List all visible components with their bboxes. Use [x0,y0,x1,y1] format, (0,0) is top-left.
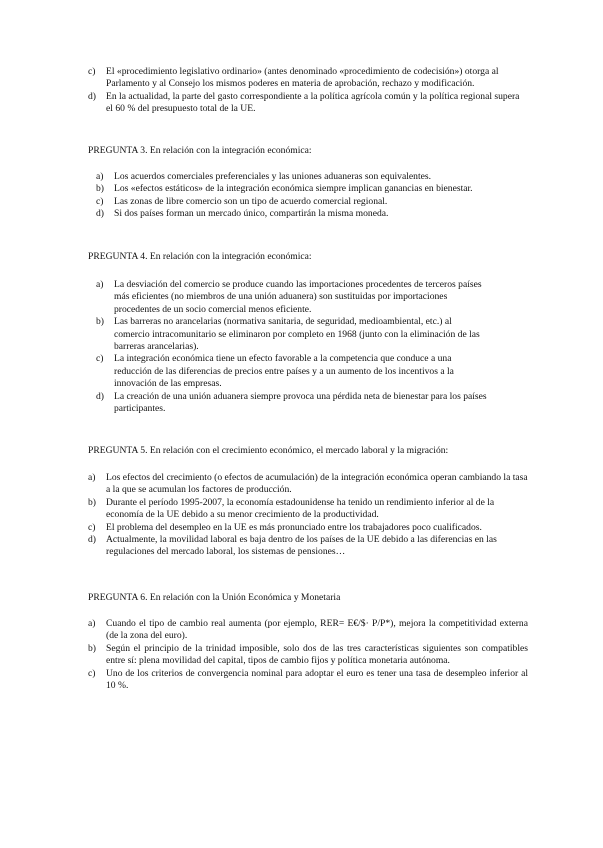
question-5-title: PREGUNTA 5. En relación con el crecimiento económico, el mercado laboral y la migración: [88,445,449,456]
option-text: La integración económica tiene un efecto favorable a la competencia que conduce a una reducción de las diferencias de precios entre países y a un aumento de los incentivos a la innovación de las empresas. [114,353,454,390]
option-a [0,618,528,643]
option-text: En la actualidad, la parte del gasto correspondiente a la política agrícola común y la política regional supera el 60 % del presupuesto total de la UE. [106,90,520,115]
option-text: La desviación del comercio se produce cuando las importaciones procedentes de terceros países más eficientes (no miembros de una unión aduanera) son sustituidas por importaciones procedentes de un socio comercial menos eficiente. [114,279,482,315]
option-label: d) [88,534,96,546]
option-c [0,522,528,534]
option-text: Las barreras no arancelarias (normativa sanitaria, de seguridad, medioambiental, etc.) al comercio intracomunitario se eliminaron por completo en 1968 (junto con la eliminación de las barreras arancelarias). [114,316,480,353]
option-label: c) [88,66,96,77]
option-text: Los acuerdos comerciales preferenciales y las uniones aduaneras son equivalentes. [114,171,431,182]
intro-options [0,66,603,116]
option-text: Cuando el tipo de cambio real aumenta (por ejemplo, RER= E€/$· P/P*), mejora la competitividad externa (de la zona del euro). [106,618,528,642]
option-label: c) [88,521,96,533]
option-c [0,353,488,390]
question-6-title: PREGUNTA 6. En relación con la Unión Económica y Monetaria [88,592,341,603]
option-label: a) [88,472,96,483]
option-text: Uno de los criterios de convergencia nominal para adoptar el euro es tener una tasa de desempleo inferior al 10 %. [106,667,528,692]
option-d [0,534,528,559]
option-label: b) [88,642,96,654]
option-a [0,279,488,316]
option-text: Si dos países forman un mercado único, compartirán la misma moneda. [114,208,389,220]
option-label: c) [88,667,96,679]
option-text: Según el principio de la trinidad imposible, solo dos de las tres características siguientes son compatibles entre sí: plena movilidad del capital, tipos de cambio fijos y política monetaria autónoma. [106,642,528,667]
option-text: El problema del desempleo en la UE es más pronunciado entre los trabajadores poco cualificados. [106,521,482,533]
option-b [0,643,528,668]
option-text: Los efectos del crecimiento (o efectos de acumulación) de la integración económica operan cambiando la tasa a la que se acumulan los factores de producción. [106,472,528,496]
option-c [0,196,528,208]
option-b [0,183,528,195]
option-label: b) [96,316,104,328]
option-d [0,208,528,220]
option-a [0,472,528,497]
question-3-title: PREGUNTA 3. En relación con la integración económica: [88,145,312,156]
option-d [0,91,528,116]
question-6-options [0,618,603,692]
option-text: Los «efectos estáticos» de la integración económica siempre implican ganancias en bienestar. [114,183,473,195]
option-text: Actualmente, la movilidad laboral es baja dentro de los países de la UE debido a las diferencias en las regulaciones del mercado laboral, los sistemas de pensiones… [106,534,497,558]
option-label: c) [96,195,104,207]
question-5-options [0,472,603,559]
option-label: b) [88,496,96,508]
option-text: La creación de una unión aduanera siempre provoca una pérdida neta de bienestar para los países participantes. [114,390,487,415]
option-text: Las zonas de libre comercio son un tipo de acuerdo comercial regional. [114,195,388,207]
question-4-title: PREGUNTA 4. En relación con la integración económica: [88,251,312,262]
option-label: a) [88,618,96,629]
option-text: Durante el período 1995-2007, la economía estadounidense ha tenido un rendimiento inferior al de la economía de la UE debido a su menor crecimiento de la productividad. [106,496,495,521]
option-c [0,66,528,91]
option-a [0,171,528,183]
option-label: d) [88,90,96,102]
option-label: b) [96,183,104,195]
option-b [0,497,528,522]
question-4-options [0,279,603,415]
option-b [0,316,488,353]
question-3-options [0,171,603,221]
option-label: c) [96,353,104,365]
option-c [0,668,528,693]
option-d [0,391,488,416]
option-label: a) [96,279,104,290]
option-text: El «procedimiento legislativo ordinario» (antes denominado «procedimiento de codecisión») otorga al Parlamento y al Consejo los mismos poderes en materia de aprobación, rechazo y modificación. [106,66,499,90]
option-label: d) [96,390,104,402]
option-label: d) [96,208,104,220]
option-label: a) [96,171,104,182]
